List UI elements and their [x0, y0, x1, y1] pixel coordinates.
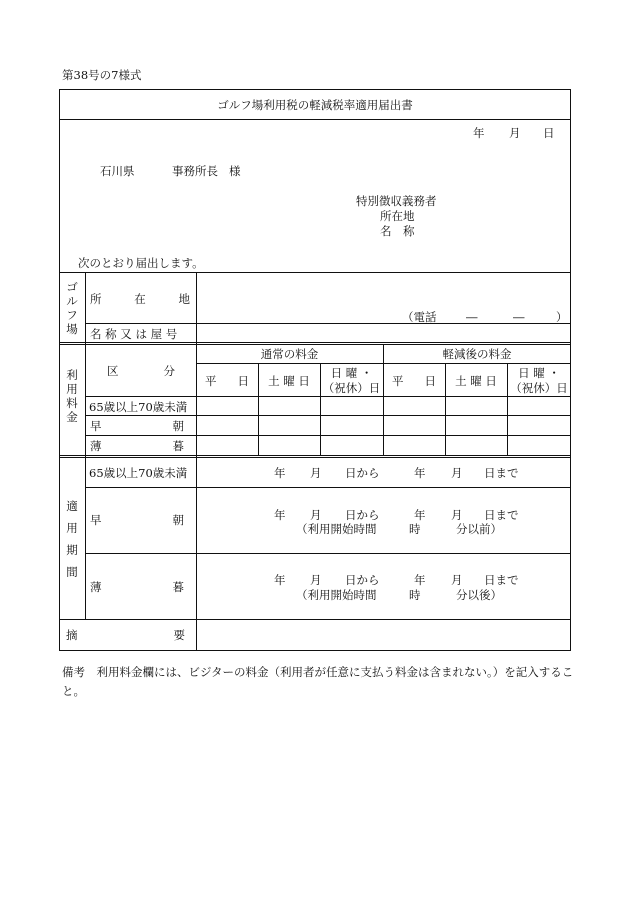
- normal-fee-header: 通常の料金: [260, 347, 319, 361]
- sunday-header-line2: （祝休）日: [510, 381, 568, 395]
- divider: [59, 457, 571, 458]
- from-year: 年: [274, 508, 286, 522]
- phone-dash: ―: [513, 310, 525, 324]
- to-day: 日まで: [484, 466, 519, 480]
- period-row-label-char: 朝: [172, 513, 184, 527]
- addressee-honorific: 様: [229, 164, 241, 178]
- from-year: 年: [274, 466, 286, 480]
- fee-row-label-char: 早: [90, 419, 102, 433]
- date-day-label: 日: [543, 126, 555, 140]
- period-row-label-char: 薄: [90, 580, 102, 594]
- fee-row-label: 65歳以上70歳未満: [89, 400, 188, 414]
- from-month: 月: [310, 508, 322, 522]
- minute-before-label: 分以前）: [456, 522, 502, 536]
- period-row-label-char: 早: [90, 513, 102, 527]
- divider: [59, 455, 571, 456]
- fee-row-label-char: 薄: [90, 439, 102, 453]
- sunday-header-line2: （祝休）日: [322, 381, 381, 395]
- weekday-header-char: 平: [392, 374, 404, 388]
- weekday-header: [205, 374, 249, 388]
- fee-row-label-char: 朝: [172, 419, 184, 433]
- fee-row-label-char: 暮: [172, 439, 184, 453]
- to-year: 年: [414, 466, 426, 480]
- form-title: ゴルフ場利用税の軽減税率適用届出書: [217, 98, 413, 112]
- category-label-char: 分: [163, 364, 175, 378]
- divider: [59, 344, 571, 345]
- divider: [85, 435, 571, 436]
- fee-row-label: [90, 419, 184, 433]
- divider: [85, 415, 571, 416]
- hour-label: 時: [409, 522, 421, 536]
- period-row-label: 65歳以上70歳未満: [89, 466, 188, 480]
- to-month: 月: [451, 573, 463, 587]
- from-month: 月: [310, 466, 322, 480]
- reduced-fee-header: 軽減後の料金: [442, 347, 512, 361]
- hour-label: 時: [409, 588, 421, 602]
- divider: [196, 272, 197, 651]
- phone-open: （電話: [402, 310, 437, 324]
- to-month: 月: [451, 466, 463, 480]
- date-month-label: 月: [509, 126, 521, 140]
- minute-after-label: 分以後）: [456, 588, 502, 602]
- start-time-prefix: （利用開始時間: [296, 522, 377, 536]
- to-day: 日まで: [484, 508, 519, 522]
- footnote: 備考 利用料金欄には、ビジターの料金（利用者が任意に支払う料金は含まれない。）を記入すること。: [62, 665, 574, 698]
- divider: [85, 323, 571, 324]
- period-row-label: [90, 580, 184, 594]
- business-name-label: 名 称 又 は 屋 号: [90, 327, 178, 341]
- location-label-char: 在: [134, 292, 146, 306]
- phone-close: ）: [556, 310, 568, 324]
- phone-dash: ―: [466, 310, 478, 324]
- from-day: 日から: [345, 573, 380, 587]
- sunday-header-line1: 日 曜 ・: [330, 366, 373, 380]
- from-day: 日から: [345, 508, 380, 522]
- divider: [59, 119, 571, 120]
- period-row-label-char: 暮: [172, 580, 184, 594]
- addressee-office: 事務所長: [172, 164, 218, 178]
- location-label: [90, 292, 190, 306]
- weekday-header-char: 日: [237, 374, 249, 388]
- location-label-char: 地: [178, 292, 190, 306]
- to-year: 年: [414, 508, 426, 522]
- to-year: 年: [414, 573, 426, 587]
- weekday-header-char: 日: [424, 374, 436, 388]
- intro-text: 次のとおり届出します。: [78, 256, 204, 270]
- to-day: 日まで: [484, 573, 519, 587]
- divider: [59, 272, 571, 273]
- saturday-header: 土 曜 日: [455, 374, 497, 388]
- period-row-label: [90, 513, 184, 527]
- fees-group-label: 利用料金: [66, 368, 78, 424]
- divider: [85, 553, 571, 554]
- filer-role: 特別徴収義務者: [356, 194, 437, 208]
- golf-course-group-label: ゴルフ場: [66, 280, 78, 336]
- weekday-header: [392, 374, 436, 388]
- category-label-char: 区: [107, 364, 119, 378]
- sunday-header-line1: 日 曜 ・: [518, 366, 560, 380]
- saturday-header: 土 曜 日: [268, 374, 310, 388]
- divider: [59, 342, 571, 343]
- divider: [59, 619, 571, 620]
- date-year-label: 年: [473, 126, 485, 140]
- from-year: 年: [274, 573, 286, 587]
- form-number: 第38号の7様式: [62, 68, 142, 82]
- period-group-label: 適用期間: [66, 499, 78, 579]
- weekday-header-char: 平: [205, 374, 217, 388]
- filer-address-label: 所在地: [380, 209, 415, 223]
- remarks-label-char: 要: [173, 628, 185, 642]
- category-label: [107, 364, 175, 378]
- divider: [85, 272, 86, 619]
- fee-row-label: [90, 439, 184, 453]
- divider: [85, 396, 571, 397]
- divider: [85, 487, 571, 488]
- from-day: 日から: [345, 466, 380, 480]
- location-label-char: 所: [90, 292, 102, 306]
- remarks-label-char: 摘: [66, 628, 78, 642]
- from-month: 月: [310, 573, 322, 587]
- remarks-label: [66, 628, 185, 642]
- filer-name-label: 名 称: [380, 224, 415, 238]
- addressee-prefecture: 石川県: [100, 164, 135, 178]
- to-month: 月: [451, 508, 463, 522]
- start-time-prefix: （利用開始時間: [296, 588, 377, 602]
